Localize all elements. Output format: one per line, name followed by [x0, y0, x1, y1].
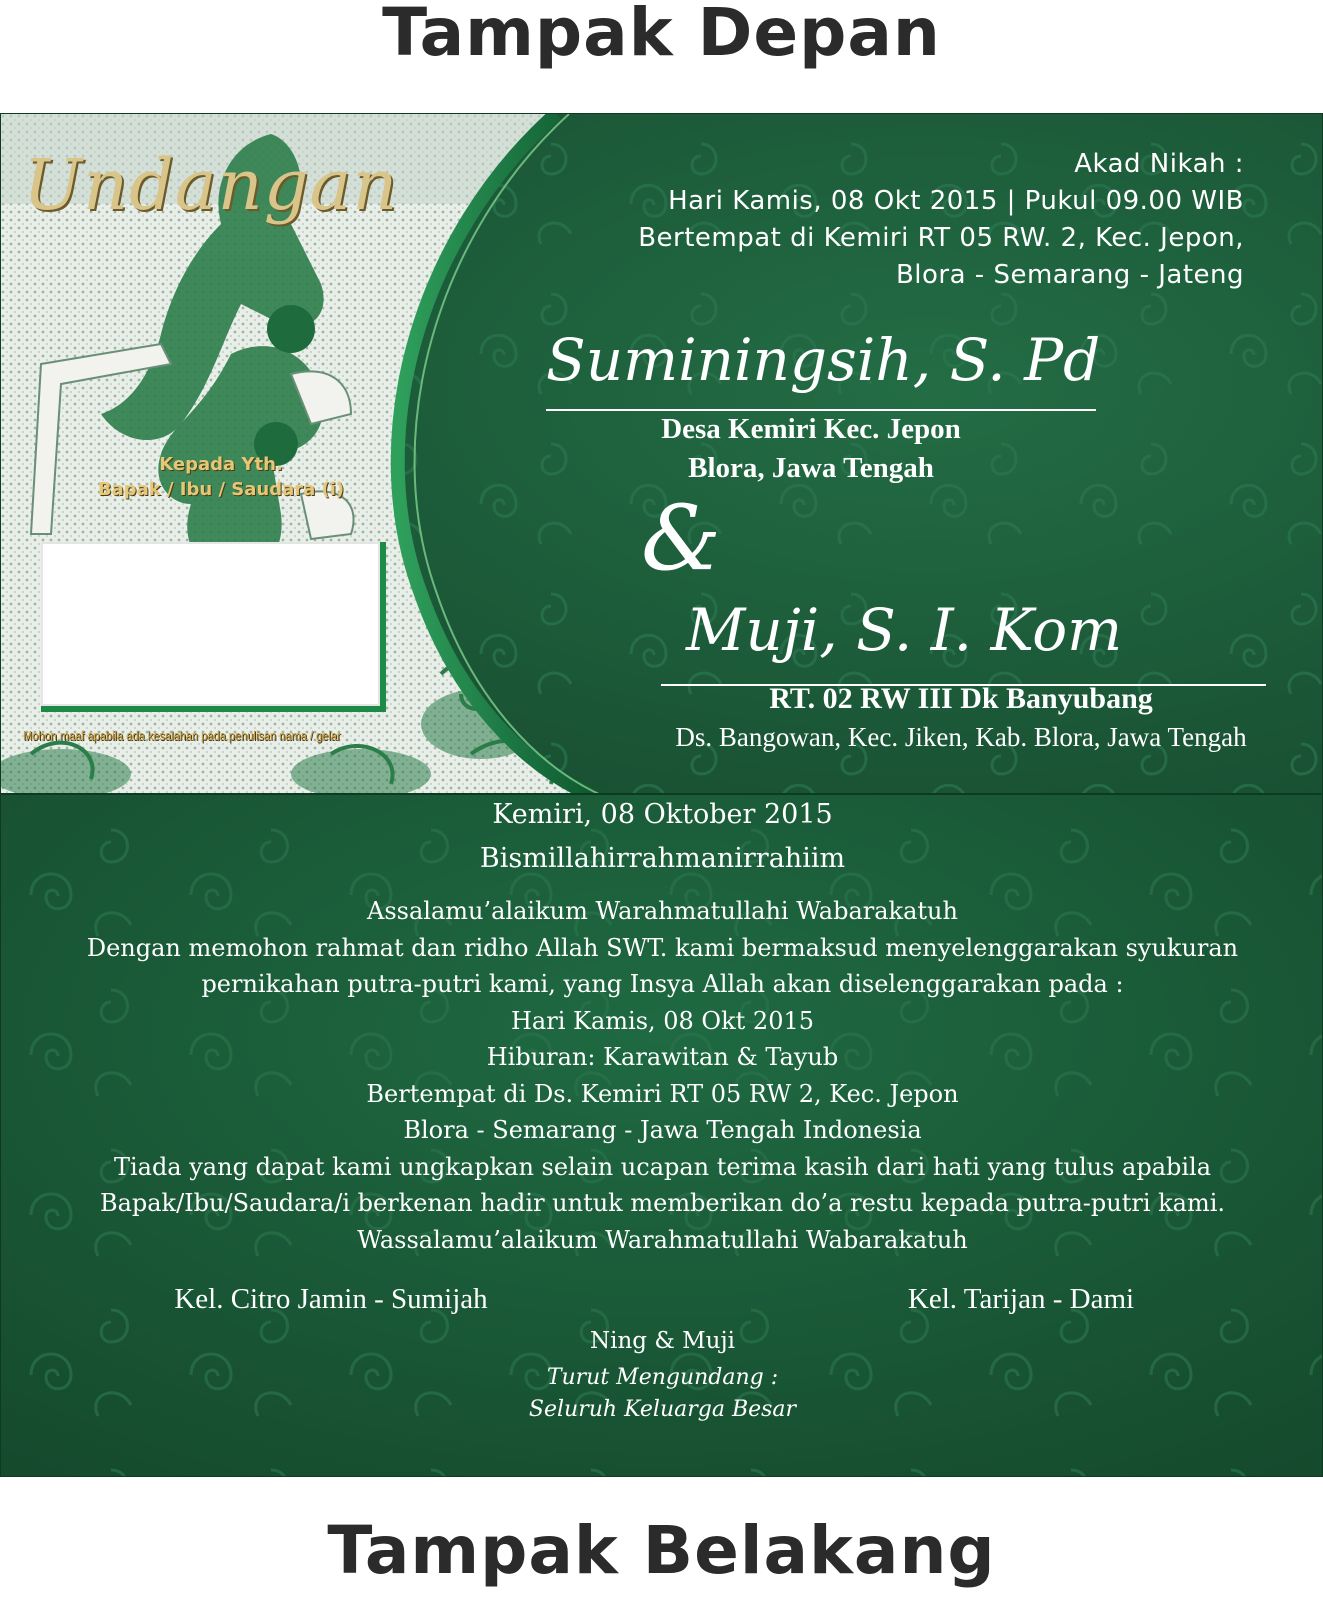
akad-nikah-info	[638, 146, 1244, 294]
front-view-heading: Tampak Depan	[382, 0, 941, 71]
body-line: Bertempat di Ds. Kemiri RT 05 RW 2, Kec. Jepon	[366, 1079, 959, 1108]
recipient-name-box	[41, 542, 386, 712]
family-left: Kel. Citro Jamin - Sumijah	[174, 1283, 488, 1315]
apology-note: Mohon maaf apabila ada kesalahan pada penulisan nama / gelar	[23, 728, 341, 743]
body-line: Tiada yang dapat kami ungkapkan selain ucapan terima kasih dari hati yang tulus apabila	[113, 1152, 1212, 1181]
body-line: Dengan memohon rahmat dan ridho Allah SWT. kami bermaksud menyelenggarakan syukuran	[86, 933, 1239, 962]
akad-line: Bertempat di Kemiri RT 05 RW. 2, Kec. Jepon,	[638, 223, 1244, 253]
bride-name: Suminingsih, S. Pd	[546, 326, 1101, 394]
body-line: Blora - Semarang - Jawa Tengah Indonesia	[403, 1116, 922, 1144]
body-line: Hiburan: Karawitan & Tayub	[486, 1043, 839, 1071]
body-line: Bapak/Ibu/Saudara/i berkenan hadir untuk memberikan do’a restu kepada putra-putri kami.	[99, 1189, 1226, 1217]
bride-address-line: Blora, Jawa Tengah	[688, 452, 934, 484]
invitation-front	[0, 113, 1323, 794]
groom-address-line-2: Ds. Bangowan, Kec. Jiken, Kab. Blora, Jawa Tengah	[675, 722, 1247, 752]
akad-line: Blora - Semarang - Jateng	[895, 260, 1244, 290]
turut-mengundang: Turut Mengundang :	[546, 1365, 779, 1390]
body-line: Assalamu’alaikum Warahmatullahi Wabarakatuh	[367, 897, 958, 925]
recipient-label	[71, 452, 371, 502]
invitation-body	[1, 893, 1323, 1258]
akad-line: Hari Kamis, 08 Okt 2015 | Pukul 09.00 WIB	[668, 186, 1244, 216]
bismillah: Bismillahirrahmanirrahiim	[479, 843, 846, 874]
back-view-heading: Tampak Belakang	[327, 1512, 996, 1589]
keluarga-besar: Seluruh Keluarga Besar	[528, 1397, 797, 1422]
body-line: pernikahan putra-putri kami, yang Insya Allah akan diselenggarakan pada :	[201, 970, 1124, 998]
couple-names: Ning & Muji	[590, 1328, 735, 1354]
recipient-label-line-2: Bapak / Ibu / Saudara (i)	[97, 479, 345, 500]
recipient-label-line-1: Kepada Yth.	[159, 454, 283, 475]
invitation-back	[0, 794, 1323, 1477]
bride-address-line: Desa Kemiri Kec. Jepon	[661, 413, 961, 445]
akad-line: Akad Nikah :	[1074, 149, 1244, 179]
body-line: Hari Kamis, 08 Okt 2015	[511, 1006, 814, 1035]
bride-address	[601, 410, 1021, 488]
groom-name: Muji, S. I. Kom	[686, 596, 1123, 664]
groom-address-line-1: RT. 02 RW III Dk Banyubang	[769, 682, 1153, 715]
letter-date: Kemiri, 08 Oktober 2015	[492, 799, 833, 830]
ampersand: &	[641, 486, 722, 591]
family-right: Kel. Tarijan - Dami	[907, 1283, 1135, 1315]
invitation-title: Undangan	[23, 144, 399, 226]
body-line: Wassalamu’alaikum Warahmatullahi Wabarakatuh	[357, 1225, 968, 1254]
